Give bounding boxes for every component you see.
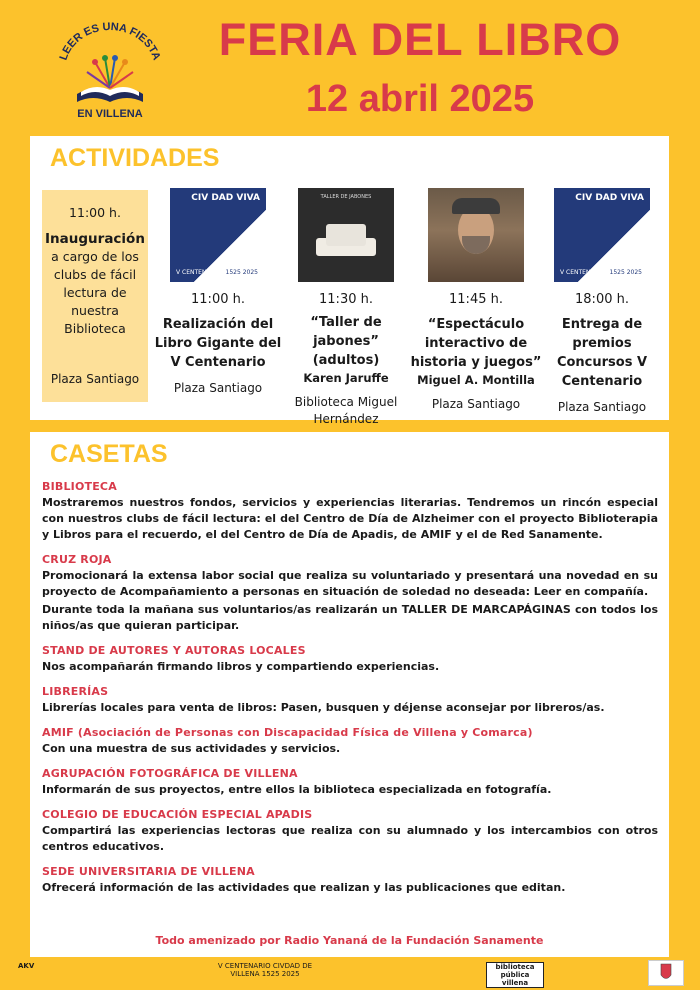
caseta-heading: COLEGIO DE EDUCACIÓN ESPECIAL APADIS <box>42 808 313 821</box>
caseta-text: Compartirá las experiencias lectoras que realiza con su alumnado y los intercambios con otros centros educativos. <box>42 824 658 853</box>
caseta-text: Promocionará la extensa labor social que realiza su voluntariado y presentará una novedad en su proyecto de Acompañamiento a personas en situación de soledad no deseada: Leer en compañía. <box>42 569 658 598</box>
caseta-text: Durante toda la mañana sus voluntarios/as realizarán un TALLER DE MARCAPÁGINAS con todos los niños/as que quieran participar. <box>42 603 658 632</box>
caseta-heading: LIBRERÍAS <box>42 685 109 698</box>
caseta-heading: AGRUPACIÓN FOTOGRÁFICA DE VILLENA <box>42 767 298 780</box>
activity-place: Plaza Santiago <box>173 381 263 395</box>
caseta-text: Ofrecerá información de las actividades que realizan y las publicaciones que editan. <box>42 881 566 894</box>
activity-desc: a cargo de los clubs de fácil lectura de nuestra Biblioteca <box>51 249 139 336</box>
book-icon <box>77 55 143 102</box>
radio-credit: Todo amenizado por Radio Yananá de la Fundación Sanamente <box>155 934 544 947</box>
actividades-title: ACTIVIDADES <box>50 144 220 172</box>
thumb-text: CIV DAD VIVA <box>575 193 644 203</box>
caseta-heading: CRUZ ROJA <box>42 553 112 566</box>
thumb-text: CIV DAD VIVA <box>191 193 260 203</box>
activity-name: Inauguración <box>45 231 145 247</box>
casetas-panel <box>30 432 669 957</box>
casetas-title: CASETAS <box>50 440 168 468</box>
caseta-heading: STAND DE AUTORES Y AUTORAS LOCALES <box>42 644 306 657</box>
casetas-list <box>42 480 658 896</box>
performer-photo <box>428 188 524 282</box>
activity-time: 11:00 h. <box>69 205 121 220</box>
activity-item <box>410 188 542 413</box>
activity-item <box>536 188 668 416</box>
soap-workshop-image: TALLER DE JABONES <box>298 188 394 282</box>
centenario-years: 1525 2025 <box>261 970 300 978</box>
civdad-viva-image: CIV DAD VIVA V CENTENARIO 1525 2025 <box>554 188 650 282</box>
activity-item <box>280 188 412 428</box>
caseta-heading: AMIF (Asociación de Personas con Discapacidad Física de Villena y Comarca) <box>42 726 533 739</box>
activity-speaker: Miguel A. Montilla <box>417 373 535 387</box>
caseta-text: Informarán de sus proyectos, entre ellos la biblioteca especializada en fotografía. <box>42 783 552 796</box>
caseta-text: Librerías locales para venta de libros: Pasen, busquen y déjense aconsejar por libreros/as. <box>42 701 605 714</box>
biblioteca-logo: biblioteca pública villena <box>486 962 544 988</box>
activity-inauguracion <box>42 190 148 402</box>
event-date: 12 abril 2025 <box>305 78 535 120</box>
svg-text:LEER ES UNA FIESTA <box>58 22 163 62</box>
activity-name: Entrega de premios Concursos V Centenario <box>556 317 648 389</box>
activity-time: 11:30 h. <box>319 292 373 307</box>
akv-logo: AKV <box>18 962 35 970</box>
civdad-viva-image: CIV DAD VIVA V CENTENARIO 1525 2025 <box>170 188 266 282</box>
activity-time: 18:00 h. <box>575 292 629 307</box>
caseta-text: Con una muestra de sus actividades y servicios. <box>42 742 341 755</box>
caseta-heading: SEDE UNIVERSITARIA DE VILLENA <box>42 865 255 878</box>
ayuntamiento-shield-icon <box>648 960 684 986</box>
activity-name: “Espectáculo interactivo de historia y juegos” <box>410 317 542 370</box>
centenario-logo <box>210 962 320 978</box>
feria-logo <box>55 22 165 122</box>
activity-time: 11:00 h. <box>191 292 245 307</box>
activity-name: Realización del Libro Gigante del V Centenario <box>154 317 282 370</box>
activity-place: Plaza Santiago <box>50 372 140 386</box>
caseta-text: Mostraremos nuestros fondos, servicios y experiencias literarias. Tendremos un rincón especial con nuestros clubs de fácil lectura: el del Centro de Día de Alzheimer con el proyecto Biblioterapia y Libros para el recuerdo, el del Centro de Día de Apadis, de AMIF y el de Red Sanamente. <box>42 496 658 541</box>
activity-place: Plaza Santiago <box>557 400 647 414</box>
activity-time: 11:45 h. <box>449 292 503 307</box>
caseta-heading: BIBLIOTECA <box>42 480 117 493</box>
logo-bottom-text: EN VILLENA <box>77 108 143 120</box>
activity-name: “Taller de jabones” (adultos) <box>310 315 382 368</box>
centenario-text: V CENTENARIO CIVDAD DE VILLENA <box>217 962 313 978</box>
logo-top-text: LEER ES UNA FIESTA <box>57 22 163 62</box>
activity-speaker: Karen Jaruffe <box>303 371 389 385</box>
activity-place: Biblioteca Miguel Hernández <box>294 395 398 426</box>
activity-item <box>152 188 284 397</box>
page-title: FERIA DEL LIBRO <box>218 14 622 65</box>
actividades-panel <box>30 136 669 426</box>
caseta-text: Nos acompañarán firmando libros y compartiendo experiencias. <box>42 660 440 673</box>
activity-place: Plaza Santiago <box>431 397 521 411</box>
